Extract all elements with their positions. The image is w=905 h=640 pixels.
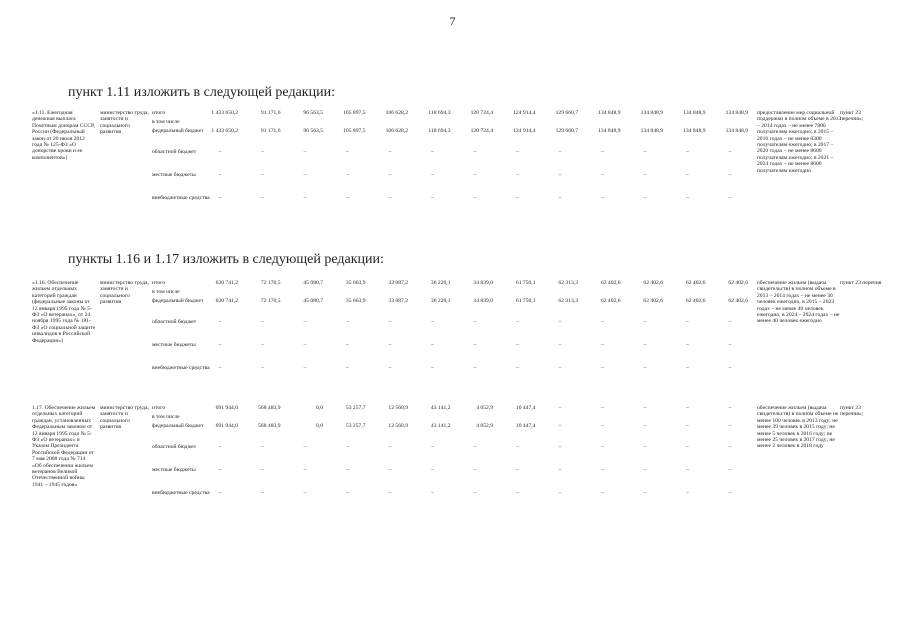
value-cell: – xyxy=(643,467,647,473)
item-link: пункт 23 перечня»; xyxy=(840,110,864,123)
value-cell: – xyxy=(516,319,519,325)
value-cell: – xyxy=(601,365,604,371)
value-cell: – xyxy=(516,172,519,178)
value-cell: 10 447,4 xyxy=(515,423,536,429)
value-cell: – xyxy=(643,423,647,429)
value-cell: – xyxy=(728,365,732,371)
value-cell: – xyxy=(303,365,307,371)
value-cell: – xyxy=(558,423,562,429)
row-label: итого xyxy=(152,280,166,286)
value-cell: 62 402,6 xyxy=(643,280,663,286)
row-label: внебюджетные средства xyxy=(152,490,210,496)
value-cell: 10 447,4 xyxy=(515,405,536,411)
value-cell: 53 257,7 xyxy=(345,423,366,429)
value-cell: – xyxy=(473,467,477,473)
value-cell: – xyxy=(261,444,264,450)
value-cell: 96 563,5 xyxy=(303,128,323,134)
value-cell: 134 848,9 xyxy=(640,128,663,134)
row-label: внебюджетные средства xyxy=(152,365,210,371)
value-cell: – xyxy=(346,172,349,178)
value-cell: – xyxy=(643,405,647,411)
value-cell: – xyxy=(218,172,222,178)
value-cell: 62 313,3 xyxy=(558,280,578,286)
value-cell: – xyxy=(261,149,264,155)
value-cell: – xyxy=(473,444,477,450)
value-cell: 43 141,2 xyxy=(430,405,451,411)
value-cell: – xyxy=(473,365,477,371)
value-cell: – xyxy=(601,490,604,496)
value-cell: 62 402,6 xyxy=(600,280,621,286)
value-cell: 36 226,1 xyxy=(430,280,451,286)
item-executor: министерство труда, занятости и социального развития xyxy=(100,405,149,431)
value-cell: 568 483,9 xyxy=(258,405,281,411)
row-label: местные бюджеты xyxy=(152,467,196,473)
value-cell: 105 897,5 xyxy=(343,110,366,116)
value-cell: 12 560,9 xyxy=(388,405,408,411)
value-cell: 4 052,9 xyxy=(476,405,493,411)
value-cell: – xyxy=(728,423,732,429)
value-cell: – xyxy=(261,467,264,473)
value-cell: – xyxy=(431,172,434,178)
value-cell: – xyxy=(473,195,477,201)
row-label: областной бюджет xyxy=(152,319,197,325)
row-label: в том числе xyxy=(152,414,180,420)
value-cell: – xyxy=(728,319,732,325)
value-cell: 91 171,6 xyxy=(260,128,281,134)
value-cell: – xyxy=(303,467,307,473)
value-cell: – xyxy=(431,467,434,473)
value-cell: – xyxy=(686,423,689,429)
value-cell: – xyxy=(218,195,222,201)
value-cell: – xyxy=(516,342,519,348)
row-label: федеральный бюджет xyxy=(152,298,204,304)
item-link: пункт 23 перечня»; xyxy=(840,405,864,418)
value-cell: 62 313,3 xyxy=(558,298,578,304)
value-cell: – xyxy=(261,365,264,371)
value-cell: 105 897,5 xyxy=(343,128,366,134)
value-cell: 691 944,0 xyxy=(215,423,238,429)
row-label: итого xyxy=(152,405,166,411)
value-cell: 35 663,9 xyxy=(345,280,366,286)
value-cell: – xyxy=(431,195,434,201)
value-cell: 124 914,4 xyxy=(513,110,536,116)
value-cell: – xyxy=(686,342,689,348)
value-cell: – xyxy=(558,319,562,325)
value-cell: 129 660,7 xyxy=(555,128,578,134)
value-cell: – xyxy=(218,149,222,155)
value-cell: 12 560,9 xyxy=(388,423,408,429)
value-cell: – xyxy=(303,342,307,348)
value-cell: 33 087,2 xyxy=(388,298,408,304)
value-cell: 134 848,9 xyxy=(683,110,706,116)
value-cell: 630 741,2 xyxy=(215,280,238,286)
value-cell: – xyxy=(601,467,604,473)
value-cell: – xyxy=(346,467,349,473)
value-cell: – xyxy=(388,490,392,496)
value-cell: – xyxy=(686,444,689,450)
value-cell: – xyxy=(558,467,562,473)
value-cell: – xyxy=(346,195,349,201)
value-cell: 72 170,5 xyxy=(260,280,281,286)
row-label: областной бюджет xyxy=(152,444,197,450)
value-cell: – xyxy=(516,195,519,201)
value-cell: – xyxy=(303,149,307,155)
value-cell: – xyxy=(431,490,434,496)
value-cell: 61 750,1 xyxy=(515,280,536,286)
value-cell: – xyxy=(558,405,562,411)
value-cell: – xyxy=(601,405,604,411)
value-cell: 129 660,7 xyxy=(555,110,578,116)
value-cell: – xyxy=(728,149,732,155)
value-cell: – xyxy=(601,319,604,325)
value-cell: – xyxy=(728,467,732,473)
value-cell: – xyxy=(728,490,732,496)
value-cell: – xyxy=(728,195,732,201)
value-cell: 62 402,6 xyxy=(728,280,748,286)
value-cell: – xyxy=(303,490,307,496)
value-cell: – xyxy=(388,444,392,450)
value-cell: – xyxy=(261,319,264,325)
value-cell: – xyxy=(431,319,434,325)
value-cell: – xyxy=(431,149,434,155)
value-cell: – xyxy=(261,342,264,348)
value-cell: – xyxy=(218,365,222,371)
value-cell: – xyxy=(601,444,604,450)
value-cell: – xyxy=(516,365,519,371)
item-name: 1.17. Обеспечение жильем отдельных категорий граждан, установленных Федеральным законом от 12 января 1995 года № 5-ФЗ «О ветеранах» и Указом Президента Российской Федерации от 7 мая 2008 года № 714 «Об обеспечении жильем ветеранов Великой Отечественной войны 1941 – 1945 годов» xyxy=(32,405,96,488)
value-cell: 53 257,7 xyxy=(345,405,366,411)
value-cell: 96 563,5 xyxy=(303,110,323,116)
value-cell: – xyxy=(643,444,647,450)
value-cell: 35 663,9 xyxy=(345,298,366,304)
value-cell: 630 741,2 xyxy=(215,298,238,304)
value-cell: – xyxy=(346,444,349,450)
value-cell: 134 848,9 xyxy=(640,110,663,116)
value-cell: – xyxy=(261,172,264,178)
value-cell: 1 433 650,2 xyxy=(211,128,238,134)
value-cell: 134 848,9 xyxy=(725,128,748,134)
value-cell: – xyxy=(303,195,307,201)
value-cell: – xyxy=(516,444,519,450)
item-indicator: обеспечение жильем (выдача свидетельств) в полном объеме в 2013 – 2014 годах – не менее 30 человек ежегодно, в 2015 – 2023 годах – не менее 40 человек ежегодно, в 2024 – 2024 годах – не менее 40 человек ежегодно xyxy=(757,280,840,325)
item-indicator: обеспечение жильем (выдача свидетельств) в полном объеме не менее 100 человек в 2013 году; не менее 39 человек в 2015 году; не менее 5 человек в 2016 году; не менее 25 человек в 2017 году; не менее 2 человек в 2018 году xyxy=(757,405,839,450)
value-cell: 124 914,4 xyxy=(513,128,536,134)
value-cell: – xyxy=(558,195,562,201)
value-cell: – xyxy=(686,319,689,325)
item-executor: министерство труда, занятости и социального развития xyxy=(100,280,149,306)
value-cell: – xyxy=(601,149,604,155)
value-cell: – xyxy=(558,444,562,450)
value-cell: 691 944,0 xyxy=(215,405,238,411)
row-label: местные бюджеты xyxy=(152,172,196,178)
value-cell: 134 848,9 xyxy=(598,128,621,134)
value-cell: 0,0 xyxy=(316,423,323,429)
value-cell: – xyxy=(303,444,307,450)
value-cell: 34 839,0 xyxy=(473,298,493,304)
section-heading-2: пункты 1.16 и 1.17 изложить в следующей редакции: xyxy=(68,252,384,267)
value-cell: – xyxy=(218,342,222,348)
value-cell: 62 402,6 xyxy=(685,298,706,304)
value-cell: – xyxy=(601,423,604,429)
value-cell: – xyxy=(388,149,392,155)
value-cell: – xyxy=(643,490,647,496)
row-label: областной бюджет xyxy=(152,149,197,155)
row-label: внебюджетные средства xyxy=(152,195,210,201)
value-cell: – xyxy=(431,365,434,371)
value-cell: – xyxy=(346,149,349,155)
value-cell: – xyxy=(643,195,647,201)
value-cell: 45 080,7 xyxy=(303,298,323,304)
value-cell: 120 724,4 xyxy=(470,110,493,116)
value-cell: 1 433 650,2 xyxy=(211,110,238,116)
value-cell: 62 402,6 xyxy=(685,280,706,286)
value-cell: – xyxy=(601,195,604,201)
value-cell: 72 170,5 xyxy=(260,298,281,304)
item-name: «1.11. Ежегодная денежная выплата Почетным донорам СССР, России (Федеральный закон от 20 июля 2012 года № 125-ФЗ «О донорстве крови и ее компонентов») xyxy=(32,110,95,161)
row-label: федеральный бюджет xyxy=(152,423,204,429)
page-number: 7 xyxy=(449,14,456,28)
value-cell: 45 080,7 xyxy=(303,280,323,286)
value-cell: – xyxy=(516,467,519,473)
item-link: пункт 23 перечня xyxy=(840,280,882,286)
value-cell: – xyxy=(728,444,732,450)
value-cell: – xyxy=(686,149,689,155)
value-cell: 568 483,9 xyxy=(258,423,281,429)
value-cell: – xyxy=(303,319,307,325)
value-cell: 91 171,6 xyxy=(260,110,281,116)
value-cell: – xyxy=(643,319,647,325)
value-cell: – xyxy=(686,172,689,178)
value-cell: – xyxy=(686,490,689,496)
value-cell: – xyxy=(388,365,392,371)
value-cell: – xyxy=(388,195,392,201)
value-cell: – xyxy=(686,405,689,411)
value-cell: – xyxy=(686,195,689,201)
value-cell: – xyxy=(473,172,477,178)
value-cell: 134 848,9 xyxy=(725,110,748,116)
value-cell: 43 141,2 xyxy=(430,423,451,429)
value-cell: 36 226,1 xyxy=(430,298,451,304)
value-cell: – xyxy=(601,342,604,348)
value-cell: – xyxy=(388,319,392,325)
value-cell: – xyxy=(431,444,434,450)
value-cell: 62 402,6 xyxy=(728,298,748,304)
value-cell: 33 087,2 xyxy=(388,280,408,286)
value-cell: – xyxy=(558,172,562,178)
value-cell: 106 628,2 xyxy=(385,128,408,134)
value-cell: – xyxy=(303,172,307,178)
item-name: «1.16. Обеспечение жильем отдельных категорий граждан (федеральные законы от 12 января 1995 года № 5-ФЗ «О ветеранах», от 24 ноября 1995 года № 181-ФЗ «О социальной защите инвалидов в Российской Федерации») xyxy=(32,280,96,344)
value-cell: – xyxy=(473,319,477,325)
value-cell: – xyxy=(643,172,647,178)
value-cell: 62 402,6 xyxy=(600,298,621,304)
value-cell: – xyxy=(558,490,562,496)
value-cell: – xyxy=(218,467,222,473)
row-label: местные бюджеты xyxy=(152,342,196,348)
row-label: в том числе xyxy=(152,119,180,125)
row-label: в том числе xyxy=(152,289,180,295)
value-cell: 134 848,9 xyxy=(598,110,621,116)
value-cell: 0,0 xyxy=(316,405,323,411)
value-cell: – xyxy=(431,342,434,348)
value-cell: – xyxy=(261,195,264,201)
value-cell: 134 848,9 xyxy=(683,128,706,134)
value-cell: 118 694,3 xyxy=(428,128,451,134)
value-cell: – xyxy=(728,342,732,348)
value-cell: 62 402,6 xyxy=(643,298,663,304)
value-cell: – xyxy=(346,342,349,348)
value-cell: 61 750,1 xyxy=(515,298,536,304)
row-label: федеральный бюджет xyxy=(152,128,204,134)
value-cell: – xyxy=(218,319,222,325)
item-indicator: предоставление мер социальной поддержки в полном объеме в 2013 – 2014 годах – не менее 7800 получателям ежегодно; в 2015 – 2016 годах – не менее 8300 получателям ежегодно; в 2017 – 2020 годах – не менее 8600 получателям ежегодно; в 2021 – 2024 годах – не менее 8600 получателям ежегодно xyxy=(757,110,842,174)
value-cell: – xyxy=(643,342,647,348)
value-cell: – xyxy=(516,149,519,155)
value-cell: – xyxy=(516,490,519,496)
value-cell: – xyxy=(686,467,689,473)
row-label: итого xyxy=(152,110,166,116)
value-cell: – xyxy=(643,149,647,155)
value-cell: – xyxy=(261,490,264,496)
value-cell: 34 839,0 xyxy=(473,280,493,286)
value-cell: – xyxy=(473,342,477,348)
value-cell: – xyxy=(473,490,477,496)
value-cell: – xyxy=(558,342,562,348)
value-cell: – xyxy=(643,365,647,371)
value-cell: 106 628,2 xyxy=(385,110,408,116)
value-cell: 4 052,9 xyxy=(476,423,493,429)
value-cell: – xyxy=(346,365,349,371)
value-cell: – xyxy=(473,149,477,155)
value-cell: – xyxy=(388,172,392,178)
item-executor: министерство труда, занятости и социального развития xyxy=(100,110,149,136)
value-cell: – xyxy=(728,172,732,178)
value-cell: – xyxy=(686,365,689,371)
value-cell: – xyxy=(728,405,732,411)
value-cell: – xyxy=(388,342,392,348)
value-cell: 118 694,3 xyxy=(428,110,451,116)
value-cell: 120 724,4 xyxy=(470,128,493,134)
value-cell: – xyxy=(218,490,222,496)
value-cell: – xyxy=(346,319,349,325)
section-heading-1: пункт 1.11 изложить в следующей редакции: xyxy=(68,85,335,100)
value-cell: – xyxy=(388,467,392,473)
value-cell: – xyxy=(346,490,349,496)
value-cell: – xyxy=(558,365,562,371)
value-cell: – xyxy=(218,444,222,450)
value-cell: – xyxy=(558,149,562,155)
value-cell: – xyxy=(601,172,604,178)
